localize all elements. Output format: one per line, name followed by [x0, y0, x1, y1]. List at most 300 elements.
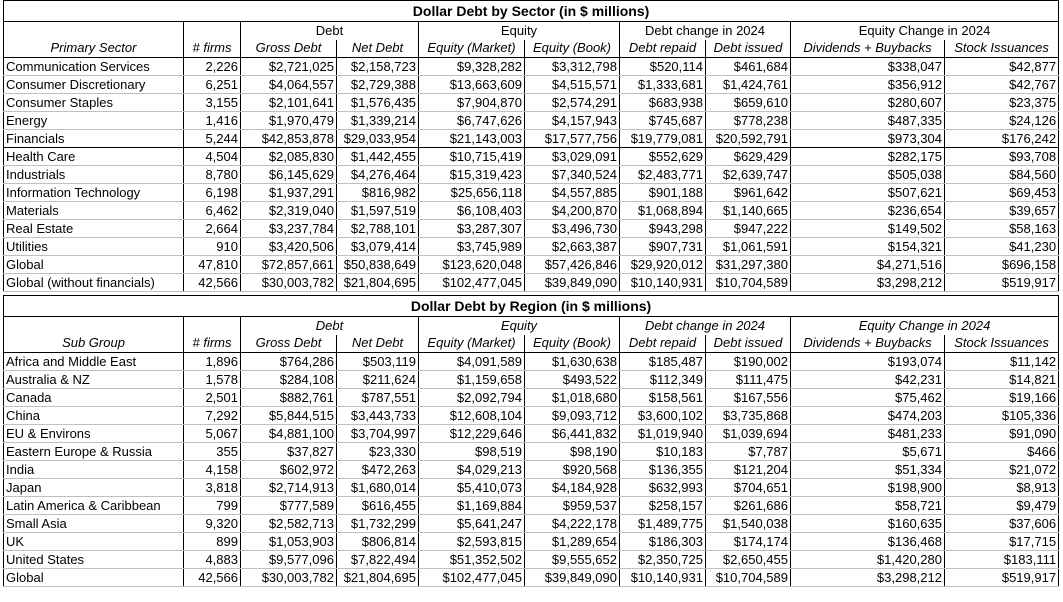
sector-row-label: Energy: [4, 112, 184, 130]
sector-cell: $816,982: [337, 184, 419, 202]
sector-col-header: Dividends + Buybacks: [791, 40, 945, 58]
sector-cell: $23,375: [945, 94, 1059, 112]
region-cell: $1,540,038: [706, 515, 791, 533]
sector-cell: $39,657: [945, 202, 1059, 220]
sector-cell: $696,158: [945, 256, 1059, 274]
sector-cell: $745,687: [620, 112, 706, 130]
region-cell: $42,231: [791, 371, 945, 389]
region-cell: 4,158: [184, 461, 241, 479]
sector-col-header: Debt issued: [706, 40, 791, 58]
region-cell: $111,475: [706, 371, 791, 389]
region-cell: $481,233: [791, 425, 945, 443]
table-row: [4, 76, 1059, 94]
sector-col-header: Stock Issuances: [945, 40, 1059, 58]
sector-row-label: Global (without financials): [4, 274, 184, 292]
sector-cell: $50,838,649: [337, 256, 419, 274]
region-cell: $1,039,694: [706, 425, 791, 443]
region-group-row: [4, 317, 1059, 335]
sector-cell: $4,271,516: [791, 256, 945, 274]
region-cell: $7,822,494: [337, 551, 419, 569]
sector-cell: $123,620,048: [419, 256, 525, 274]
region-cell: $632,993: [620, 479, 706, 497]
sector-cell: $30,003,782: [241, 274, 337, 292]
region-cell: 799: [184, 497, 241, 515]
region-cell: $258,157: [620, 497, 706, 515]
sector-row-label: Financials: [4, 130, 184, 148]
sector-row-label: Industrials: [4, 166, 184, 184]
sector-col-header: Net Debt: [337, 40, 419, 58]
region-cell: $14,821: [945, 371, 1059, 389]
region-cell: $160,635: [791, 515, 945, 533]
table-row: [4, 533, 1059, 551]
region-cell: 1,896: [184, 353, 241, 371]
sector-cell: $3,079,414: [337, 238, 419, 256]
region-col-header: Sub Group: [4, 335, 184, 353]
sector-cell: $84,560: [945, 166, 1059, 184]
table-row: [4, 58, 1059, 76]
region-cell: $10,140,931: [620, 569, 706, 587]
sector-row-label: Global: [4, 256, 184, 274]
sector-cell: $21,143,003: [419, 130, 525, 148]
region-cell: 5,067: [184, 425, 241, 443]
sector-cell: 1,416: [184, 112, 241, 130]
sector-cell: $2,639,747: [706, 166, 791, 184]
region-col-header: Net Debt: [337, 335, 419, 353]
region-cell: 3,818: [184, 479, 241, 497]
region-cell: $136,355: [620, 461, 706, 479]
region-cell: 355: [184, 443, 241, 461]
table-row: [4, 94, 1059, 112]
region-row-label: Eastern Europe & Russia: [4, 443, 184, 461]
sector-cell: $149,502: [791, 220, 945, 238]
sector-cell: $943,298: [620, 220, 706, 238]
sector-group-equity: Equity: [419, 22, 620, 40]
sector-cell: $2,158,723: [337, 58, 419, 76]
sector-cell: $520,114: [620, 58, 706, 76]
sector-cell: $7,904,870: [419, 94, 525, 112]
sector-cell: $507,621: [791, 184, 945, 202]
sector-cell: $683,938: [620, 94, 706, 112]
region-cell: $472,263: [337, 461, 419, 479]
region-cell: $58,721: [791, 497, 945, 515]
region-col-header: # firms: [184, 335, 241, 353]
region-cell: $704,651: [706, 479, 791, 497]
region-cell: 899: [184, 533, 241, 551]
region-title: Dollar Debt by Region (in $ millions): [4, 296, 1059, 317]
region-cell: 9,320: [184, 515, 241, 533]
region-cell: $2,650,455: [706, 551, 791, 569]
sector-cell: $1,597,519: [337, 202, 419, 220]
sector-cell: $2,663,387: [525, 238, 620, 256]
region-cell: $198,900: [791, 479, 945, 497]
sector-cell: $1,970,479: [241, 112, 337, 130]
region-row-label: EU & Environs: [4, 425, 184, 443]
sector-cell: $1,140,665: [706, 202, 791, 220]
region-col-header: Dividends + Buybacks: [791, 335, 945, 353]
region-cell: $1,630,638: [525, 353, 620, 371]
table-row: [4, 166, 1059, 184]
region-cell: $12,229,646: [419, 425, 525, 443]
table-row: [4, 148, 1059, 166]
table-row: [4, 425, 1059, 443]
sector-cell: $1,937,291: [241, 184, 337, 202]
sector-cell: $10,715,419: [419, 148, 525, 166]
region-cell: $19,166: [945, 389, 1059, 407]
table-row: [4, 551, 1059, 569]
sector-header-row: [4, 40, 1059, 58]
sector-table: [4, 1, 1059, 292]
sector-cell: $3,029,091: [525, 148, 620, 166]
sector-cell: $282,175: [791, 148, 945, 166]
region-col-header: Gross Debt: [241, 335, 337, 353]
region-cell: $503,119: [337, 353, 419, 371]
sector-cell: $4,276,464: [337, 166, 419, 184]
region-cell: $806,814: [337, 533, 419, 551]
region-title-row: [4, 296, 1059, 317]
sector-cell: $3,420,506: [241, 238, 337, 256]
table-row: [4, 569, 1059, 587]
sector-cell: $519,917: [945, 274, 1059, 292]
sector-cell: $1,424,761: [706, 76, 791, 94]
region-cell: $39,849,090: [525, 569, 620, 587]
region-row-label: Global: [4, 569, 184, 587]
sector-cell: $17,577,756: [525, 130, 620, 148]
sector-cell: $2,085,830: [241, 148, 337, 166]
sector-cell: $3,298,212: [791, 274, 945, 292]
sector-cell: $2,483,771: [620, 166, 706, 184]
region-cell: $4,029,213: [419, 461, 525, 479]
region-cell: $9,093,712: [525, 407, 620, 425]
sector-cell: $13,663,609: [419, 76, 525, 94]
region-row-label: UK: [4, 533, 184, 551]
debt-tables: [3, 0, 1059, 587]
sector-cell: $3,496,730: [525, 220, 620, 238]
sector-cell: $6,145,629: [241, 166, 337, 184]
region-cell: $787,551: [337, 389, 419, 407]
sector-cell: 42,566: [184, 274, 241, 292]
sector-cell: $24,126: [945, 112, 1059, 130]
region-cell: $1,680,014: [337, 479, 419, 497]
sector-title: Dollar Debt by Sector (in $ millions): [4, 1, 1059, 22]
sector-cell: $41,230: [945, 238, 1059, 256]
region-cell: $3,735,868: [706, 407, 791, 425]
region-cell: $1,169,884: [419, 497, 525, 515]
region-cell: $1,159,658: [419, 371, 525, 389]
region-cell: $174,174: [706, 533, 791, 551]
sector-cell: $280,607: [791, 94, 945, 112]
sector-cell: $356,912: [791, 76, 945, 94]
region-cell: 2,501: [184, 389, 241, 407]
sector-cell: $1,068,894: [620, 202, 706, 220]
region-cell: $30,003,782: [241, 569, 337, 587]
region-cell: $5,844,515: [241, 407, 337, 425]
sector-group-debt: Debt: [241, 22, 419, 40]
sector-cell: $3,287,307: [419, 220, 525, 238]
sector-cell: $3,312,798: [525, 58, 620, 76]
region-cell: $284,108: [241, 371, 337, 389]
region-cell: $91,090: [945, 425, 1059, 443]
table-row: [4, 497, 1059, 515]
region-cell: 4,883: [184, 551, 241, 569]
region-cell: $17,715: [945, 533, 1059, 551]
table-row: [4, 353, 1059, 371]
sector-cell: $1,339,214: [337, 112, 419, 130]
sector-cell: $42,853,878: [241, 130, 337, 148]
sector-cell: 6,462: [184, 202, 241, 220]
region-cell: $1,732,299: [337, 515, 419, 533]
region-cell: $105,336: [945, 407, 1059, 425]
sector-group-debt-change: Debt change in 2024: [620, 22, 791, 40]
sector-cell: $4,200,870: [525, 202, 620, 220]
region-cell: $4,222,178: [525, 515, 620, 533]
sector-cell: $1,333,681: [620, 76, 706, 94]
region-cell: $190,002: [706, 353, 791, 371]
sector-cell: $236,654: [791, 202, 945, 220]
sector-cell: $25,656,118: [419, 184, 525, 202]
table-row: [4, 389, 1059, 407]
region-cell: $2,582,713: [241, 515, 337, 533]
sector-cell: $10,704,589: [706, 274, 791, 292]
region-cell: $193,074: [791, 353, 945, 371]
sector-cell: $2,101,641: [241, 94, 337, 112]
sector-cell: $961,642: [706, 184, 791, 202]
region-cell: $75,462: [791, 389, 945, 407]
region-cell: $3,600,102: [620, 407, 706, 425]
region-cell: $51,352,502: [419, 551, 525, 569]
region-cell: $167,556: [706, 389, 791, 407]
region-cell: $98,190: [525, 443, 620, 461]
region-cell: $11,142: [945, 353, 1059, 371]
sector-cell: $629,429: [706, 148, 791, 166]
region-cell: $183,111: [945, 551, 1059, 569]
region-cell: $6,441,832: [525, 425, 620, 443]
region-cell: $98,519: [419, 443, 525, 461]
sector-title-row: [4, 1, 1059, 22]
table-row: [4, 184, 1059, 202]
sector-cell: 2,226: [184, 58, 241, 76]
table-row: [4, 238, 1059, 256]
region-cell: $3,298,212: [791, 569, 945, 587]
sector-row-label: Information Technology: [4, 184, 184, 202]
sector-cell: $21,804,695: [337, 274, 419, 292]
region-cell: $21,804,695: [337, 569, 419, 587]
sector-cell: 47,810: [184, 256, 241, 274]
region-cell: $51,334: [791, 461, 945, 479]
region-cell: $10,704,589: [706, 569, 791, 587]
sector-cell: $1,061,591: [706, 238, 791, 256]
region-row-label: Australia & NZ: [4, 371, 184, 389]
sector-cell: $901,188: [620, 184, 706, 202]
sector-cell: $2,319,040: [241, 202, 337, 220]
sector-cell: $42,877: [945, 58, 1059, 76]
sector-col-header: # firms: [184, 40, 241, 58]
sector-cell: $947,222: [706, 220, 791, 238]
region-cell: $959,537: [525, 497, 620, 515]
region-cell: $9,479: [945, 497, 1059, 515]
sector-col-header: Primary Sector: [4, 40, 184, 58]
sector-cell: $4,064,557: [241, 76, 337, 94]
region-cell: $4,881,100: [241, 425, 337, 443]
region-col-header: Equity (Market): [419, 335, 525, 353]
sector-col-header: Debt repaid: [620, 40, 706, 58]
region-cell: $9,555,652: [525, 551, 620, 569]
sector-cell: $69,453: [945, 184, 1059, 202]
region-cell: $3,443,733: [337, 407, 419, 425]
sector-cell: $154,321: [791, 238, 945, 256]
sector-row-label: Communication Services: [4, 58, 184, 76]
sector-cell: $9,328,282: [419, 58, 525, 76]
region-cell: $5,671: [791, 443, 945, 461]
region-cell: $185,487: [620, 353, 706, 371]
region-cell: $882,761: [241, 389, 337, 407]
region-col-header: Debt repaid: [620, 335, 706, 353]
region-cell: $186,303: [620, 533, 706, 551]
table-row: [4, 407, 1059, 425]
region-row-label: China: [4, 407, 184, 425]
region-cell: $2,714,913: [241, 479, 337, 497]
sector-cell: $2,721,025: [241, 58, 337, 76]
sector-cell: $1,442,455: [337, 148, 419, 166]
sector-cell: $907,731: [620, 238, 706, 256]
region-cell: $121,204: [706, 461, 791, 479]
sector-cell: $29,920,012: [620, 256, 706, 274]
region-group-debt-change: Debt change in 2024: [620, 317, 791, 335]
region-cell: $102,477,045: [419, 569, 525, 587]
sector-cell: $176,242: [945, 130, 1059, 148]
region-cell: $12,608,104: [419, 407, 525, 425]
sector-col-header: Gross Debt: [241, 40, 337, 58]
sector-cell: $7,340,524: [525, 166, 620, 184]
table-row: [4, 461, 1059, 479]
sector-row-label: Consumer Discretionary: [4, 76, 184, 94]
region-cell: $777,589: [241, 497, 337, 515]
table-row: [4, 479, 1059, 497]
table-row: [4, 274, 1059, 292]
sector-cell: 6,251: [184, 76, 241, 94]
region-cell: $2,092,794: [419, 389, 525, 407]
sector-cell: $102,477,045: [419, 274, 525, 292]
region-cell: $2,593,815: [419, 533, 525, 551]
region-cell: 1,578: [184, 371, 241, 389]
sector-row-label: Utilities: [4, 238, 184, 256]
sector-cell: $20,592,791: [706, 130, 791, 148]
sector-cell: $1,576,435: [337, 94, 419, 112]
sector-cell: 8,780: [184, 166, 241, 184]
region-cell: $764,286: [241, 353, 337, 371]
sector-cell: 910: [184, 238, 241, 256]
region-cell: $602,972: [241, 461, 337, 479]
region-group-equity-change: Equity Change in 2024: [791, 317, 1059, 335]
region-cell: $261,686: [706, 497, 791, 515]
sector-row-label: Consumer Staples: [4, 94, 184, 112]
sector-cell: $2,729,388: [337, 76, 419, 94]
region-row-label: India: [4, 461, 184, 479]
table-row: [4, 256, 1059, 274]
region-row-label: United States: [4, 551, 184, 569]
region-cell: $37,827: [241, 443, 337, 461]
region-row-label: Canada: [4, 389, 184, 407]
region-cell: $616,455: [337, 497, 419, 515]
sector-cell: $4,157,943: [525, 112, 620, 130]
sector-cell: $6,747,626: [419, 112, 525, 130]
sector-group-equity-change: Equity Change in 2024: [791, 22, 1059, 40]
region-cell: 7,292: [184, 407, 241, 425]
table-row: [4, 202, 1059, 220]
sector-cell: $778,238: [706, 112, 791, 130]
sector-cell: $15,319,423: [419, 166, 525, 184]
region-cell: $9,577,096: [241, 551, 337, 569]
sector-cell: $3,745,989: [419, 238, 525, 256]
region-col-header: Debt issued: [706, 335, 791, 353]
region-header-row: [4, 335, 1059, 353]
region-cell: $112,349: [620, 371, 706, 389]
sector-cell: $4,557,885: [525, 184, 620, 202]
sector-cell: $58,163: [945, 220, 1059, 238]
region-col-header: Stock Issuances: [945, 335, 1059, 353]
sector-group-row: [4, 22, 1059, 40]
table-row: [4, 220, 1059, 238]
sector-row-label: Health Care: [4, 148, 184, 166]
sector-cell: $552,629: [620, 148, 706, 166]
region-cell: $1,289,654: [525, 533, 620, 551]
region-cell: $1,420,280: [791, 551, 945, 569]
table-row: [4, 371, 1059, 389]
sector-row-label: Materials: [4, 202, 184, 220]
sector-cell: 3,155: [184, 94, 241, 112]
sector-col-header: Equity (Market): [419, 40, 525, 58]
region-group-debt: Debt: [241, 317, 419, 335]
sector-cell: $31,297,380: [706, 256, 791, 274]
region-cell: $1,053,903: [241, 533, 337, 551]
region-cell: $5,641,247: [419, 515, 525, 533]
region-cell: $1,489,775: [620, 515, 706, 533]
region-cell: $21,072: [945, 461, 1059, 479]
sector-cell: $42,767: [945, 76, 1059, 94]
sector-cell: 4,504: [184, 148, 241, 166]
sector-cell: $2,788,101: [337, 220, 419, 238]
sector-cell: $973,304: [791, 130, 945, 148]
region-cell: $8,913: [945, 479, 1059, 497]
region-cell: $466: [945, 443, 1059, 461]
region-cell: $920,568: [525, 461, 620, 479]
region-cell: $4,091,589: [419, 353, 525, 371]
sector-cell: $6,108,403: [419, 202, 525, 220]
table-row: [4, 515, 1059, 533]
table-row: [4, 112, 1059, 130]
sector-cell: 6,198: [184, 184, 241, 202]
region-cell: $2,350,725: [620, 551, 706, 569]
table-row: [4, 130, 1059, 148]
region-cell: $474,203: [791, 407, 945, 425]
region-cell: $211,624: [337, 371, 419, 389]
sector-cell: $659,610: [706, 94, 791, 112]
sector-cell: $338,047: [791, 58, 945, 76]
sector-cell: 5,244: [184, 130, 241, 148]
region-cell: $3,704,997: [337, 425, 419, 443]
sector-cell: $57,426,846: [525, 256, 620, 274]
sector-cell: $4,515,571: [525, 76, 620, 94]
sector-row-label: Real Estate: [4, 220, 184, 238]
sector-cell: $2,574,291: [525, 94, 620, 112]
sector-cell: $461,684: [706, 58, 791, 76]
sector-cell: 2,664: [184, 220, 241, 238]
sector-cell: $29,033,954: [337, 130, 419, 148]
region-cell: $519,917: [945, 569, 1059, 587]
region-cell: $158,561: [620, 389, 706, 407]
sector-cell: $93,708: [945, 148, 1059, 166]
region-cell: $493,522: [525, 371, 620, 389]
region-cell: $1,018,680: [525, 389, 620, 407]
